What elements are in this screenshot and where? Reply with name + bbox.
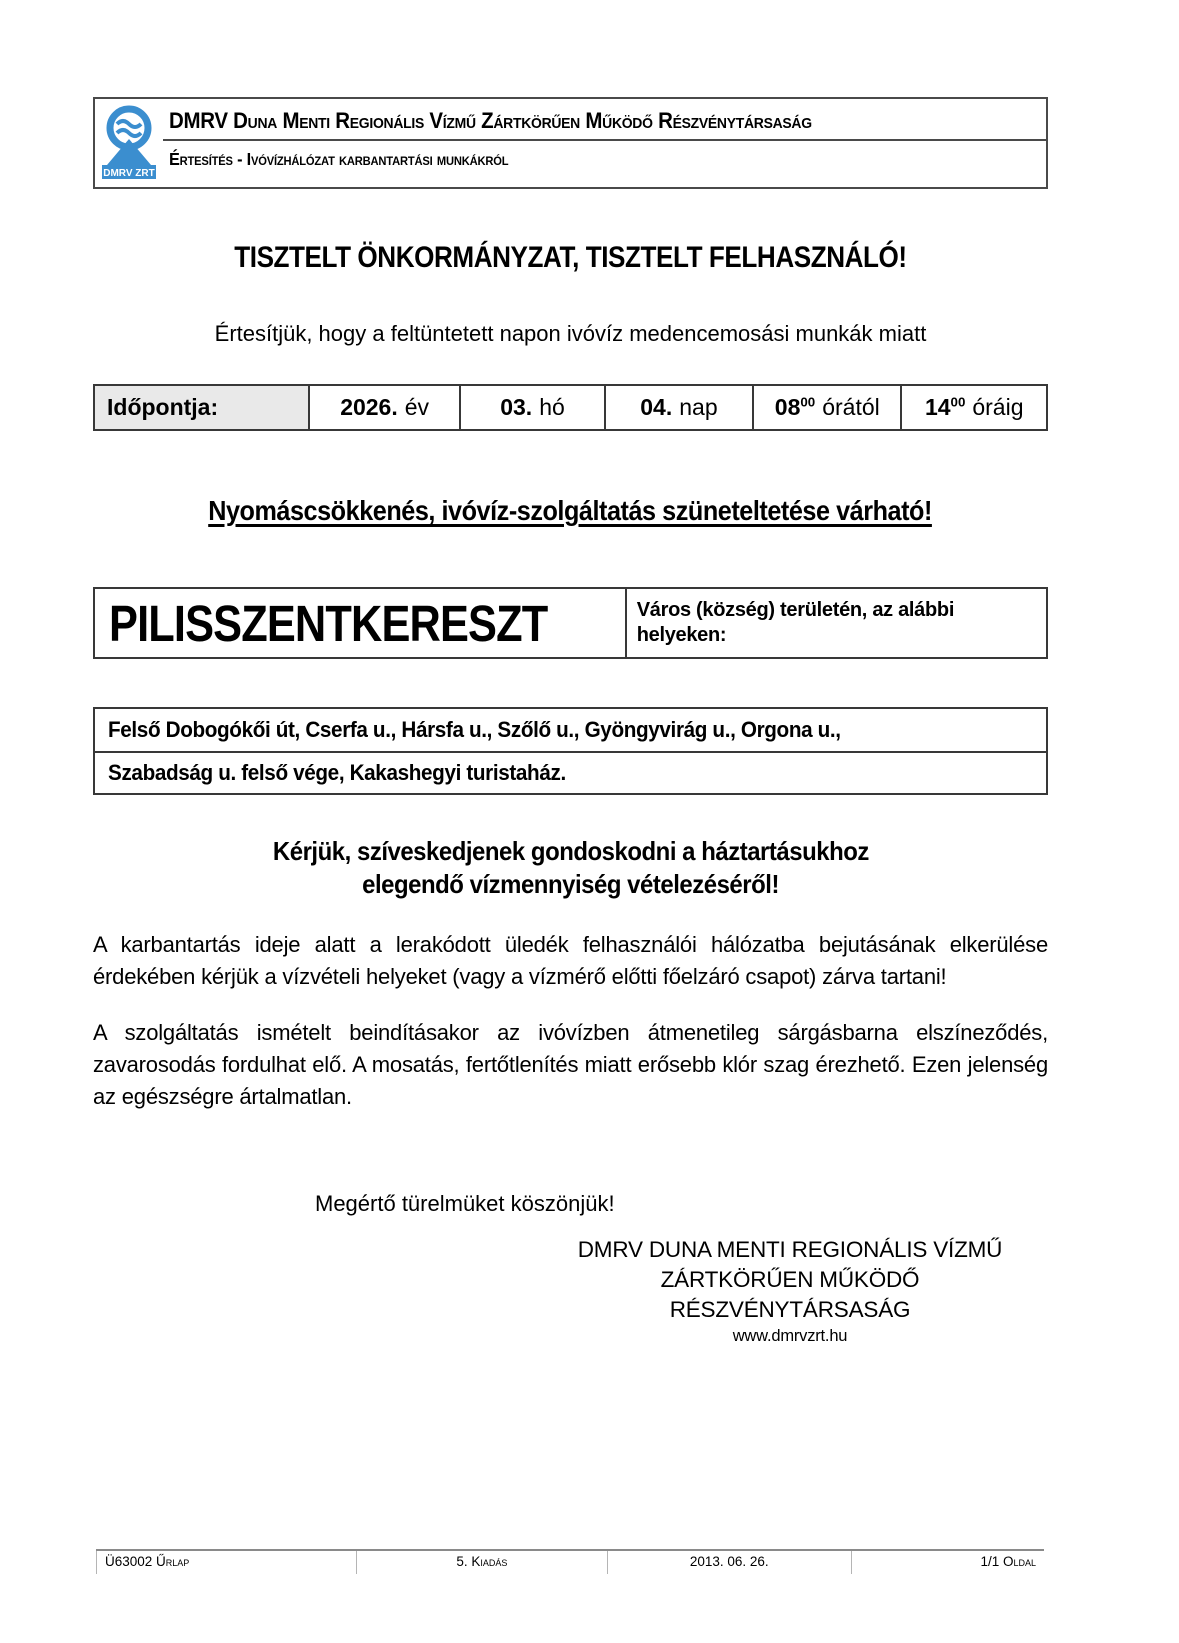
day-value: 04. [640,394,673,420]
thanks-text: Megértő türelmüket köszönjük! [315,1191,615,1216]
header-box [93,97,1048,189]
schedule-table [93,384,1048,431]
year-unit: év [404,394,430,420]
notice-subtitle: Értesítés - Ivóvízhálózat karbantartási munkákról [169,149,509,169]
salutation-heading: TISZTELT ÖNKORMÁNYZAT, TISZTELT FELHASZNÁLÓ! [234,241,907,274]
to-minutes: 00 [950,394,966,410]
street-list-line-2: Szabadság u. felső vége, Kakashegyi turistaház. [108,760,566,785]
footer-form-id: Ü63002 Űrlap [96,1551,356,1574]
company-title: DMRV Duna Menti Regionális Vízmű Zártkörűen Működő Részvénytársaság [163,99,1046,141]
intro-text: Értesítjük, hogy a feltüntetett napon ivóvíz medencemosási munkák miatt [214,321,927,346]
signature-block [540,1235,1040,1347]
area-label-cell: Város (község) területén, az alábbi helyeken: [636,599,955,646]
to-hour: $14^{00}$ [924,394,966,420]
to-unit: óráig [972,394,1024,420]
schedule-from-cell [752,386,900,429]
month-value: 03. [500,394,533,420]
schedule-day-cell [604,386,752,429]
logo-text: DMRV ZRT [103,168,155,179]
request-line-2: elegendő vízmennyiség vételezéséről! [362,869,779,899]
from-unit: órától [822,394,880,420]
street-row [95,751,1046,793]
footer-edition: 5. Kiadás [356,1551,607,1574]
schedule-year-cell [308,386,459,429]
header-text [163,99,1046,187]
water-drop-logo-icon [100,103,158,183]
street-list-line-1: Felső Dobogókői út, Cserfa u., Hársfa u., Szőlő u., Gyöngyvirág u., Orgona u., [108,717,841,742]
from-hour: $08^{00}$ [774,394,816,420]
streets-table [93,707,1048,795]
location-box [93,587,1048,659]
request-heading [93,835,1048,901]
footer-date: 2013. 06. 26. [607,1551,851,1574]
schedule-label-cell: Időpontja: [95,386,308,429]
schedule-to-cell [900,386,1046,429]
restart-paragraph: A szolgáltatás ismételt beindításakor az ivóvízben átmenetileg sárgásbarna elszíneződés, zavarosodás fordulhat elő. A mosatás, fertőtlenítés miatt erősebb klór szag érezhető. Ezen jelenség az egészségre ártalmatlan. [93,1020,1048,1109]
warning-heading: Nyomáscsökkenés, ivóvíz-szolgáltatás szüneteltetése várható! [208,495,933,526]
request-line-1: Kérjük, szíveskedjenek gondoskodni a háztartásukhoz [272,836,869,866]
footer-page-number: 1/1 Oldal [851,1551,1044,1574]
city-name-cell [95,589,627,657]
signature-line-1: DMRV DUNA MENTI REGIONÁLIS VÍZMŰ [577,1237,1003,1262]
street-row [95,709,1046,751]
maintenance-paragraph: A karbantartás ideje alatt a lerakódott üledék felhasználói hálózatba bejutásának elkerülése érdekében kérjük a vízvételi helyeket (vagy a vízmérő előtti főelzáró csapot) zárva tartani! [93,932,1048,989]
company-logo [95,99,163,187]
from-minutes: 00 [800,394,816,410]
notice-document [93,97,1048,1347]
city-name: PILISSZENTKERESZT [109,594,548,652]
signature-line-2: ZÁRTKÖRŰEN MŰKÖDŐ RÉSZVÉNYTÁRSASÁG [660,1267,920,1322]
day-unit: nap [679,394,718,420]
month-unit: hó [539,394,565,420]
document-footer [96,1549,1044,1574]
year-value: 2026. [340,394,398,420]
schedule-month-cell [459,386,604,429]
website-text: www.dmrvzrt.hu [732,1327,848,1345]
